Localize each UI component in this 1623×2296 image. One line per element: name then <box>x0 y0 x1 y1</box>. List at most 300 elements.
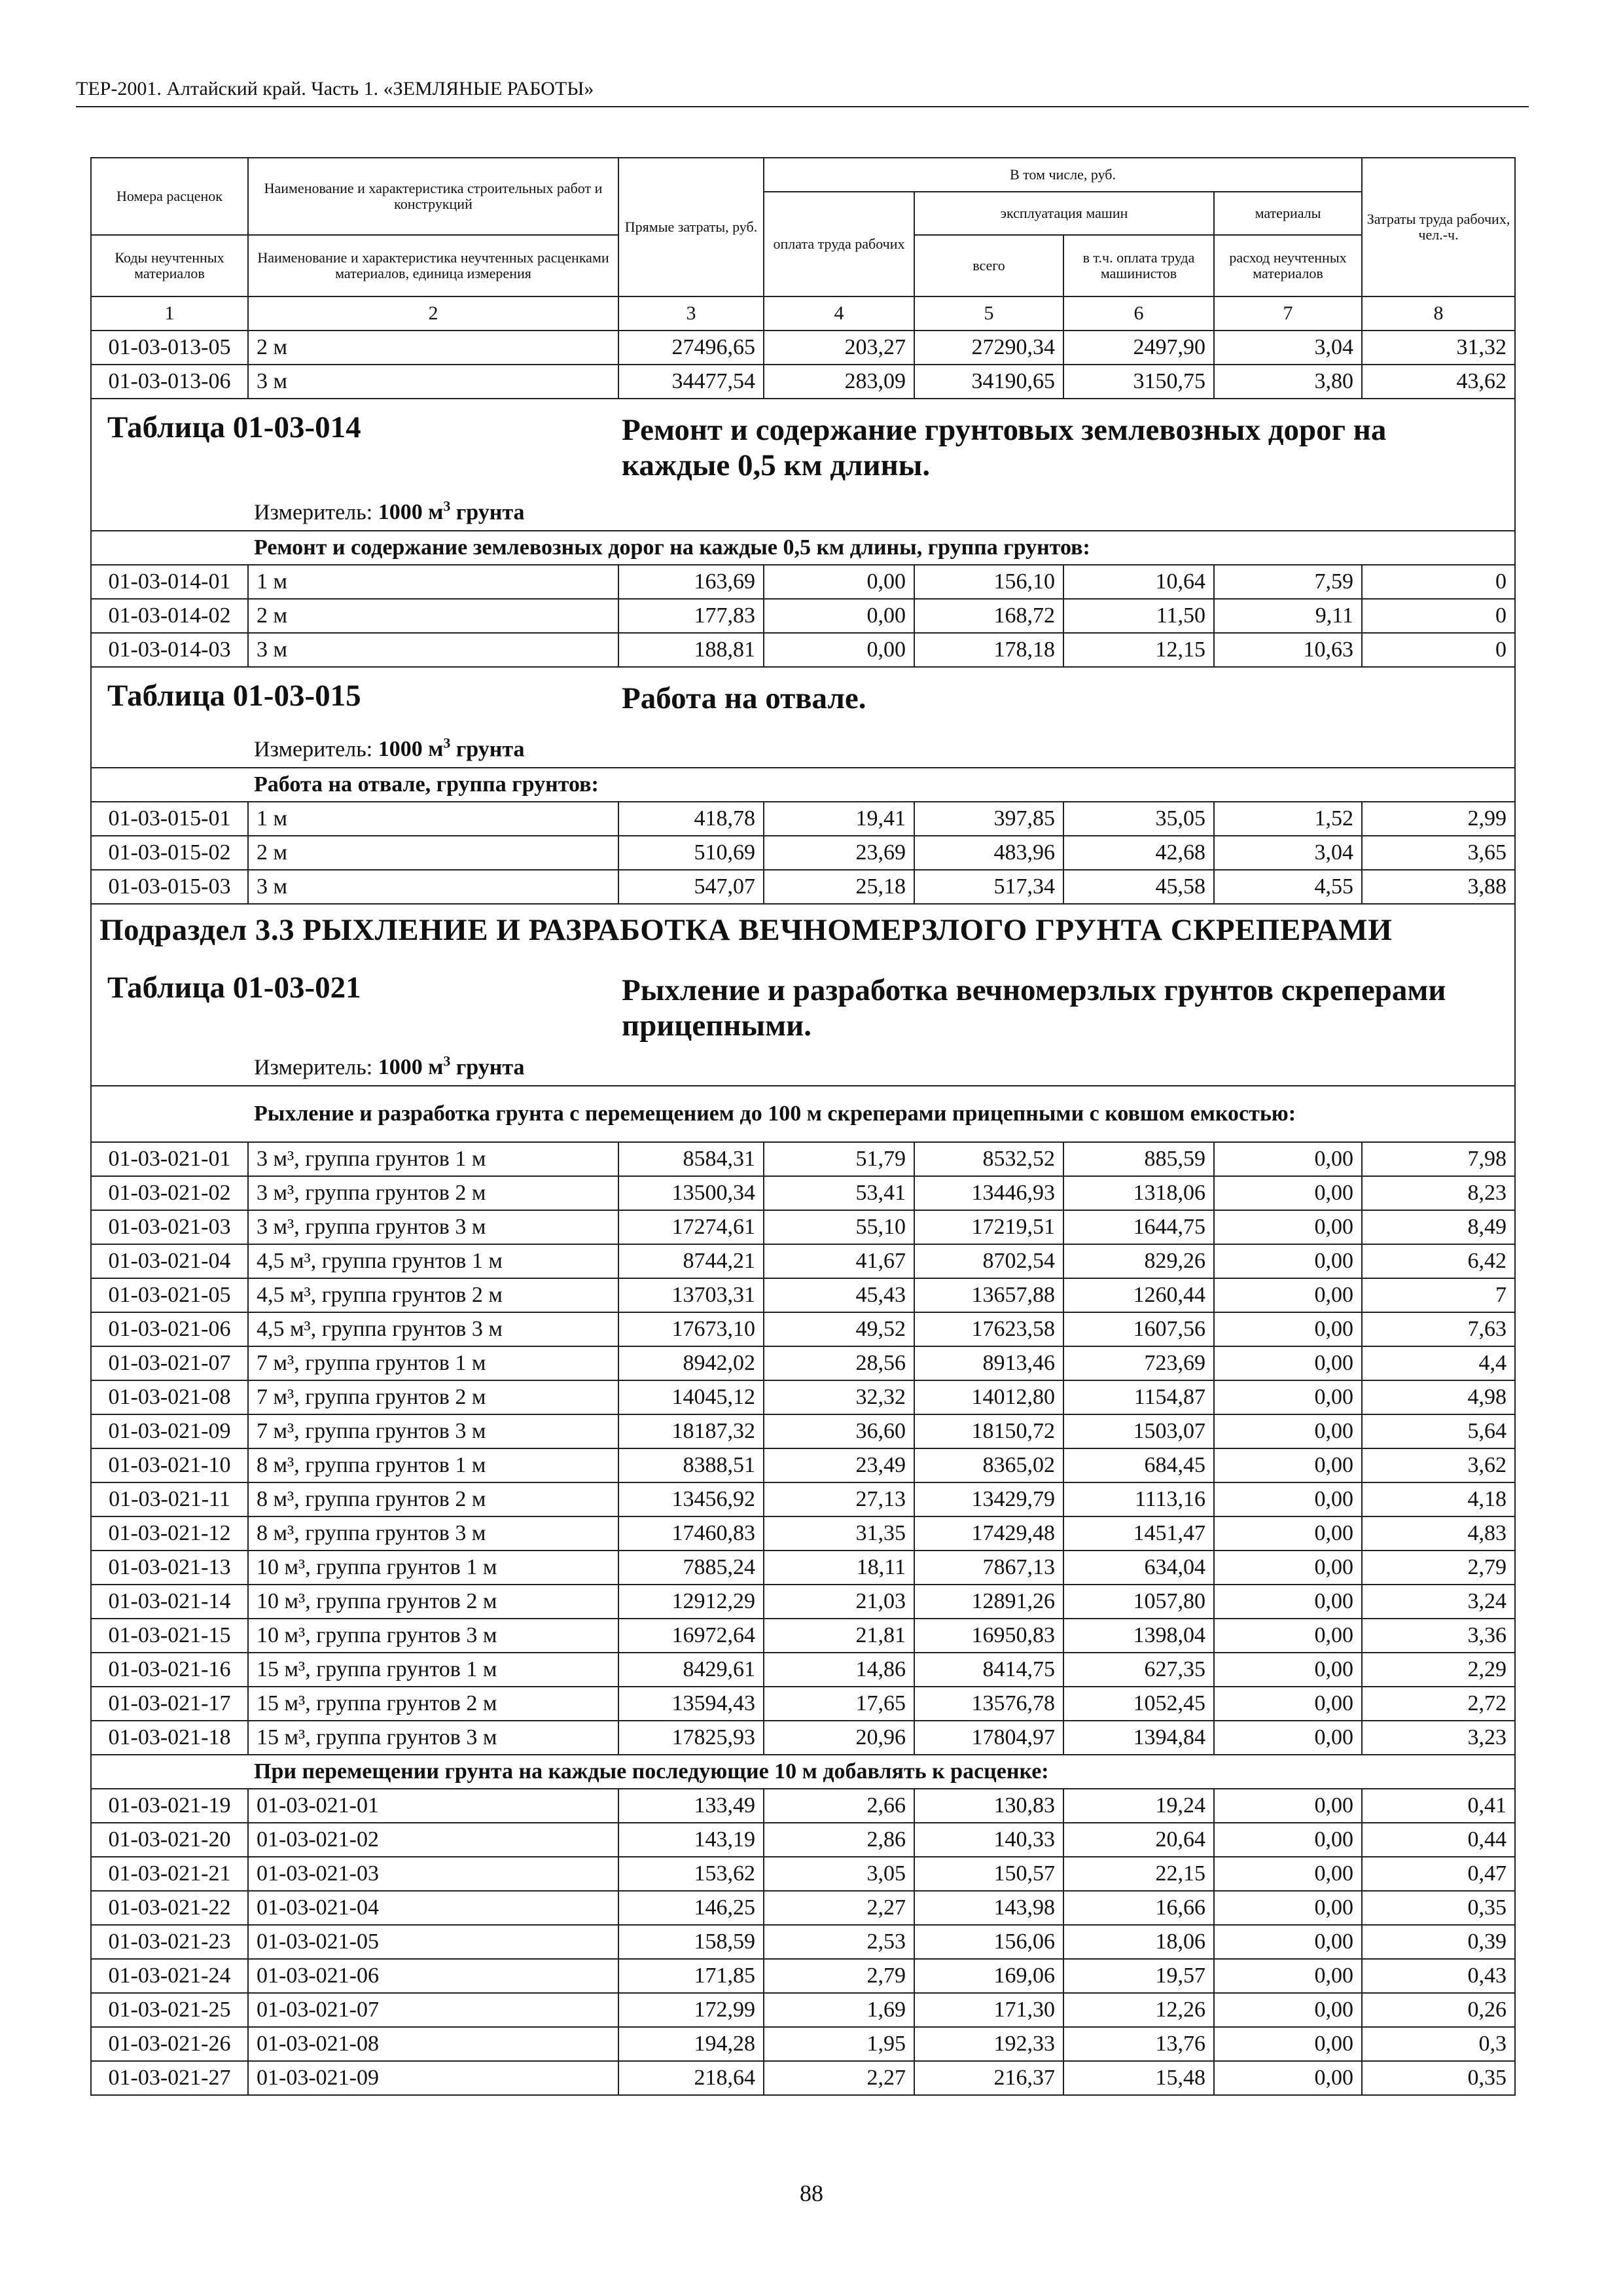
value-cell: 0,00 <box>1214 1142 1362 1176</box>
value-cell: 2,79 <box>1362 1551 1515 1585</box>
rate-code-cell: 01-03-021-07 <box>91 1346 248 1380</box>
value-cell: 172,99 <box>618 1993 764 2027</box>
table-row <box>91 1551 1515 1585</box>
value-cell: 14045,12 <box>618 1380 764 1414</box>
rate-code-cell: 01-03-015-02 <box>91 836 248 870</box>
value-cell: 8702,54 <box>914 1244 1063 1278</box>
rate-name-cell: 15 м³, группа грунтов 1 м <box>248 1653 618 1687</box>
header-rate-number: Номера расценок <box>91 158 248 235</box>
value-cell: 0,00 <box>1214 1959 1362 1993</box>
value-cell: 0,00 <box>1214 1823 1362 1857</box>
rate-code-cell: 01-03-021-11 <box>91 1482 248 1516</box>
value-cell: 36,60 <box>764 1414 914 1448</box>
table-section-header <box>91 399 1515 531</box>
table-row <box>91 1516 1515 1551</box>
value-cell: 21,03 <box>764 1585 914 1619</box>
value-cell: 829,26 <box>1063 1244 1214 1278</box>
rate-name-cell: 7 м³, группа грунтов 1 м <box>248 1346 618 1380</box>
rate-name-cell: 10 м³, группа грунтов 3 м <box>248 1619 618 1653</box>
value-cell: 1398,04 <box>1063 1619 1214 1653</box>
table-row <box>91 1448 1515 1482</box>
value-cell: 517,34 <box>914 870 1063 904</box>
value-cell: 23,69 <box>764 836 914 870</box>
value-cell: 2,99 <box>1362 802 1515 836</box>
value-cell: 18187,32 <box>618 1414 764 1448</box>
value-cell: 14012,80 <box>914 1380 1063 1414</box>
value-cell: 18,11 <box>764 1551 914 1585</box>
value-cell: 13576,78 <box>914 1687 1063 1721</box>
table-row <box>91 1482 1515 1516</box>
rate-code-cell: 01-03-014-03 <box>91 633 248 667</box>
value-cell: 22,15 <box>1063 1857 1214 1891</box>
column-number-row <box>91 296 1515 331</box>
rate-code-cell: 01-03-021-04 <box>91 1244 248 1278</box>
value-cell: 0,00 <box>1214 1176 1362 1210</box>
value-cell: 0,00 <box>1214 1482 1362 1516</box>
value-cell: 12,26 <box>1063 1993 1214 2027</box>
rate-name-cell: 01-03-021-09 <box>248 2061 618 2095</box>
rate-name-cell: 1 м <box>248 802 618 836</box>
rate-code-cell: 01-03-021-02 <box>91 1176 248 1210</box>
value-cell: 43,62 <box>1362 365 1515 399</box>
value-cell: 8744,21 <box>618 1244 764 1278</box>
table-row <box>91 1823 1515 1857</box>
value-cell: 10,63 <box>1214 633 1362 667</box>
page-header: ТЕР-2001. Алтайский край. Часть 1. «ЗЕМЛЯНЫЕ РАБОТЫ» <box>76 78 594 99</box>
rate-name-cell: 3 м³, группа грунтов 2 м <box>248 1176 618 1210</box>
value-cell: 7,63 <box>1362 1312 1515 1346</box>
value-cell: 18150,72 <box>914 1414 1063 1448</box>
value-cell: 17825,93 <box>618 1721 764 1755</box>
table-title: Ремонт и содержание грунтовых землевозных дорог на каждые 0,5 км длины. <box>622 413 1387 482</box>
value-cell: 158,59 <box>618 1925 764 1959</box>
value-cell: 13429,79 <box>914 1482 1063 1516</box>
rate-name-cell: 01-03-021-05 <box>248 1925 618 1959</box>
value-cell: 4,4 <box>1362 1346 1515 1380</box>
value-cell: 34477,54 <box>618 365 764 399</box>
value-cell: 547,07 <box>618 870 764 904</box>
rate-name-cell: 01-03-021-02 <box>248 1823 618 1857</box>
header-rule <box>76 106 1529 107</box>
subsection-title: Подраздел 3.3 РЫХЛЕНИЕ И РАЗРАБОТКА ВЕЧНОМЕРЗЛОГО ГРУНТА СКРЕПЕРАМИ <box>99 913 1393 947</box>
rate-name-cell: 3 м <box>248 365 618 399</box>
value-cell: 397,85 <box>914 802 1063 836</box>
rate-name-cell: 01-03-021-03 <box>248 1857 618 1891</box>
value-cell: 6,42 <box>1362 1244 1515 1278</box>
value-cell: 15,48 <box>1063 2061 1214 2095</box>
rates-table-wrap <box>90 157 1514 2096</box>
value-cell: 483,96 <box>914 836 1063 870</box>
rate-name-cell: 01-03-021-08 <box>248 2027 618 2061</box>
value-cell: 1451,47 <box>1063 1516 1214 1551</box>
value-cell: 32,32 <box>764 1380 914 1414</box>
value-cell: 1,52 <box>1214 802 1362 836</box>
value-cell: 53,41 <box>764 1176 914 1210</box>
value-cell: 0,43 <box>1362 1959 1515 1993</box>
rate-code-cell: 01-03-021-26 <box>91 2027 248 2061</box>
value-cell: 19,24 <box>1063 1789 1214 1823</box>
column-number: 4 <box>764 296 914 331</box>
value-cell: 150,57 <box>914 1857 1063 1891</box>
value-cell: 35,05 <box>1063 802 1214 836</box>
rate-code-cell: 01-03-021-06 <box>91 1312 248 1346</box>
table-row <box>91 1959 1515 1993</box>
value-cell: 17460,83 <box>618 1516 764 1551</box>
table-row <box>91 1346 1515 1380</box>
table-row <box>91 1210 1515 1244</box>
rate-code-cell: 01-03-021-16 <box>91 1653 248 1687</box>
value-cell: 1260,44 <box>1063 1278 1214 1312</box>
rate-code-cell: 01-03-021-05 <box>91 1278 248 1312</box>
rate-name-cell: 3 м³, группа грунтов 1 м <box>248 1142 618 1176</box>
value-cell: 3,65 <box>1362 836 1515 870</box>
value-cell: 2497,90 <box>1063 331 1214 365</box>
rate-name-cell: 8 м³, группа грунтов 3 м <box>248 1516 618 1551</box>
section-cell <box>91 399 1515 531</box>
value-cell: 1607,56 <box>1063 1312 1214 1346</box>
value-cell: 0,00 <box>1214 1891 1362 1925</box>
value-cell: 0,35 <box>1362 1891 1515 1925</box>
category-text: Работа на отвале, группа грунтов: <box>91 768 1515 802</box>
value-cell: 1,69 <box>764 1993 914 2027</box>
value-cell: 0,00 <box>1214 1312 1362 1346</box>
rates-table <box>90 157 1516 2096</box>
category-text: Рыхление и разработка грунта с перемещением до 100 м скреперами прицепными с ковшом емкостью: <box>91 1086 1515 1142</box>
value-cell: 3,88 <box>1362 870 1515 904</box>
table-row <box>91 1278 1515 1312</box>
rate-name-cell: 4,5 м³, группа грунтов 2 м <box>248 1278 618 1312</box>
rate-name-cell: 7 м³, группа грунтов 2 м <box>248 1380 618 1414</box>
value-cell: 34190,65 <box>914 365 1063 399</box>
rate-name-cell: 01-03-021-01 <box>248 1789 618 1823</box>
value-cell: 177,83 <box>618 599 764 633</box>
table-row <box>91 633 1515 667</box>
value-cell: 192,33 <box>914 2027 1063 2061</box>
value-cell: 2,86 <box>764 1823 914 1857</box>
value-cell: 23,49 <box>764 1448 914 1482</box>
rate-name-cell: 10 м³, группа грунтов 2 м <box>248 1585 618 1619</box>
value-cell: 0,00 <box>1214 1925 1362 1959</box>
rate-code-cell: 01-03-021-20 <box>91 1823 248 1857</box>
rate-code-cell: 01-03-021-23 <box>91 1925 248 1959</box>
column-number: 3 <box>618 296 764 331</box>
value-cell: 13594,43 <box>618 1687 764 1721</box>
table-row <box>91 1687 1515 1721</box>
rate-code-cell: 01-03-021-13 <box>91 1551 248 1585</box>
value-cell: 45,58 <box>1063 870 1214 904</box>
rate-code-cell: 01-03-021-10 <box>91 1448 248 1482</box>
table-row <box>91 1585 1515 1619</box>
value-cell: 12912,29 <box>618 1585 764 1619</box>
value-cell: 8365,02 <box>914 1448 1063 1482</box>
value-cell: 8414,75 <box>914 1653 1063 1687</box>
rate-code-cell: 01-03-021-14 <box>91 1585 248 1619</box>
table-row <box>91 565 1515 599</box>
value-cell: 7885,24 <box>618 1551 764 1585</box>
value-cell: 0,00 <box>1214 1687 1362 1721</box>
category-text: Ремонт и содержание землевозных дорог на каждые 0,5 км длины, группа грунтов: <box>91 531 1515 565</box>
value-cell: 7,59 <box>1214 565 1362 599</box>
value-cell: 27290,34 <box>914 331 1063 365</box>
value-cell: 0,00 <box>764 599 914 633</box>
header-material-codes: Коды неучтенных материалов <box>91 235 248 296</box>
rate-code-cell: 01-03-015-03 <box>91 870 248 904</box>
value-cell: 12,15 <box>1063 633 1214 667</box>
column-number: 7 <box>1214 296 1362 331</box>
value-cell: 0,35 <box>1362 2061 1515 2095</box>
value-cell: 4,98 <box>1362 1380 1515 1414</box>
measure-unit: Измеритель: 1000 $м^3$ грунта <box>254 1052 525 1079</box>
value-cell: 1394,84 <box>1063 1721 1214 1755</box>
value-cell: 42,68 <box>1063 836 1214 870</box>
column-number: 6 <box>1063 296 1214 331</box>
value-cell: 146,25 <box>618 1891 764 1925</box>
value-cell: 16,66 <box>1063 1891 1214 1925</box>
value-cell: 2,72 <box>1362 1687 1515 1721</box>
value-cell: 1644,75 <box>1063 1210 1214 1244</box>
rate-code-cell: 01-03-015-01 <box>91 802 248 836</box>
table-row <box>91 331 1515 365</box>
table-row <box>91 599 1515 633</box>
value-cell: 4,83 <box>1362 1516 1515 1551</box>
rate-code-cell: 01-03-021-03 <box>91 1210 248 1244</box>
rate-code-cell: 01-03-021-27 <box>91 2061 248 2095</box>
value-cell: 41,67 <box>764 1244 914 1278</box>
value-cell: 178,18 <box>914 633 1063 667</box>
value-cell: 2,53 <box>764 1925 914 1959</box>
value-cell: 0,00 <box>764 633 914 667</box>
value-cell: 283,09 <box>764 365 914 399</box>
rate-name-cell: 2 м <box>248 331 618 365</box>
value-cell: 188,81 <box>618 633 764 667</box>
table-row <box>91 1142 1515 1176</box>
value-cell: 4,55 <box>1214 870 1362 904</box>
value-cell: 0,00 <box>1214 1244 1362 1278</box>
rate-name-cell: 2 м <box>248 836 618 870</box>
value-cell: 13657,88 <box>914 1278 1063 1312</box>
rate-name-cell: 01-03-021-06 <box>248 1959 618 1993</box>
value-cell: 0,00 <box>1214 2027 1362 2061</box>
table-row <box>91 836 1515 870</box>
rate-code-cell: 01-03-021-08 <box>91 1380 248 1414</box>
value-cell: 0,00 <box>1214 1721 1362 1755</box>
category-row <box>91 1086 1515 1142</box>
value-cell: 8584,31 <box>618 1142 764 1176</box>
value-cell: 25,18 <box>764 870 914 904</box>
table-number: Таблица 01-03-014 <box>107 410 361 444</box>
table-row <box>91 1789 1515 1823</box>
value-cell: 18,06 <box>1063 1925 1214 1959</box>
rate-code-cell: 01-03-013-06 <box>91 365 248 399</box>
value-cell: 0,00 <box>1214 1857 1362 1891</box>
value-cell: 0,00 <box>1214 1993 1362 2027</box>
value-cell: 16972,64 <box>618 1619 764 1653</box>
value-cell: 0,00 <box>1214 1448 1362 1482</box>
table-row <box>91 1176 1515 1210</box>
table-number: Таблица 01-03-021 <box>107 971 361 1005</box>
table-row <box>91 1993 1515 2027</box>
value-cell: 3,04 <box>1214 331 1362 365</box>
value-cell: 31,35 <box>764 1516 914 1551</box>
value-cell: 7 <box>1362 1278 1515 1312</box>
value-cell: 0 <box>1362 599 1515 633</box>
value-cell: 218,64 <box>618 2061 764 2095</box>
measure-unit: Измеритель: 1000 $м^3$ грунта <box>254 497 525 524</box>
value-cell: 0 <box>1362 565 1515 599</box>
header-direct-costs: Прямые затраты, руб. <box>618 158 764 296</box>
rate-code-cell: 01-03-021-12 <box>91 1516 248 1551</box>
header-labor-cost: Затраты труда рабочих, чел.-ч. <box>1362 158 1515 296</box>
category-row <box>91 531 1515 565</box>
table-row <box>91 1414 1515 1448</box>
value-cell: 0,00 <box>1214 1516 1362 1551</box>
value-cell: 3,23 <box>1362 1721 1515 1755</box>
value-cell: 1113,16 <box>1063 1482 1214 1516</box>
value-cell: 723,69 <box>1063 1346 1214 1380</box>
header-material-names: Наименование и характеристика неучтенных расценками материалов, единица измерения <box>248 235 618 296</box>
value-cell: 45,43 <box>764 1278 914 1312</box>
rate-name-cell: 15 м³, группа грунтов 3 м <box>248 1721 618 1755</box>
table-section-header <box>91 667 1515 768</box>
header-machines: эксплуатация машин <box>914 192 1214 235</box>
table-row <box>91 802 1515 836</box>
value-cell: 1154,87 <box>1063 1380 1214 1414</box>
value-cell: 684,45 <box>1063 1448 1214 1482</box>
table-row <box>91 1653 1515 1687</box>
rate-code-cell: 01-03-021-22 <box>91 1891 248 1925</box>
rate-code-cell: 01-03-014-01 <box>91 565 248 599</box>
value-cell: 51,79 <box>764 1142 914 1176</box>
value-cell: 1052,45 <box>1063 1687 1214 1721</box>
value-cell: 885,59 <box>1063 1142 1214 1176</box>
value-cell: 13500,34 <box>618 1176 764 1210</box>
value-cell: 16950,83 <box>914 1619 1063 1653</box>
value-cell: 2,66 <box>764 1789 914 1823</box>
value-cell: 2,27 <box>764 1891 914 1925</box>
rate-name-cell: 1 м <box>248 565 618 599</box>
value-cell: 1503,07 <box>1063 1414 1214 1448</box>
value-cell: 21,81 <box>764 1619 914 1653</box>
value-cell: 130,83 <box>914 1789 1063 1823</box>
header-machines-operators: в т.ч. оплата труда машинистов <box>1063 235 1214 296</box>
value-cell: 19,41 <box>764 802 914 836</box>
value-cell: 133,49 <box>618 1789 764 1823</box>
value-cell: 627,35 <box>1063 1653 1214 1687</box>
table-row <box>91 1857 1515 1891</box>
section-cell <box>91 667 1515 768</box>
column-number: 1 <box>91 296 248 331</box>
value-cell: 8429,61 <box>618 1653 764 1687</box>
rate-code-cell: 01-03-014-02 <box>91 599 248 633</box>
column-number: 2 <box>248 296 618 331</box>
category-row <box>91 768 1515 802</box>
rate-name-cell: 3 м <box>248 633 618 667</box>
value-cell: 8,23 <box>1362 1176 1515 1210</box>
value-cell: 203,27 <box>764 331 914 365</box>
value-cell: 0,00 <box>1214 1210 1362 1244</box>
value-cell: 0,00 <box>1214 1551 1362 1585</box>
value-cell: 13446,93 <box>914 1176 1063 1210</box>
header-machines-total: всего <box>914 235 1063 296</box>
value-cell: 17623,58 <box>914 1312 1063 1346</box>
value-cell: 7867,13 <box>914 1551 1063 1585</box>
value-cell: 0,00 <box>1214 1653 1362 1687</box>
table-row <box>91 870 1515 904</box>
value-cell: 171,30 <box>914 1993 1063 2027</box>
value-cell: 10,64 <box>1063 565 1214 599</box>
table-row <box>91 1891 1515 1925</box>
value-cell: 17,65 <box>764 1687 914 1721</box>
value-cell: 0,44 <box>1362 1823 1515 1857</box>
rate-name-cell: 3 м³, группа грунтов 3 м <box>248 1210 618 1244</box>
rate-code-cell: 01-03-021-18 <box>91 1721 248 1755</box>
table-row <box>91 1619 1515 1653</box>
value-cell: 143,19 <box>618 1823 764 1857</box>
value-cell: 3,04 <box>1214 836 1362 870</box>
rate-code-cell: 01-03-021-21 <box>91 1857 248 1891</box>
value-cell: 510,69 <box>618 836 764 870</box>
rate-name-cell: 01-03-021-04 <box>248 1891 618 1925</box>
category-text: При перемещении грунта на каждые последующие 10 м добавлять к расценке: <box>91 1755 1515 1789</box>
rate-name-cell: 7 м³, группа грунтов 3 м <box>248 1414 618 1448</box>
rate-name-cell: 15 м³, группа грунтов 2 м <box>248 1687 618 1721</box>
rate-name-cell: 8 м³, группа грунтов 2 м <box>248 1482 618 1516</box>
value-cell: 2,27 <box>764 2061 914 2095</box>
table-row <box>91 1925 1515 1959</box>
value-cell: 3,24 <box>1362 1585 1515 1619</box>
value-cell: 0,00 <box>1214 1619 1362 1653</box>
table-row <box>91 1380 1515 1414</box>
rate-code-cell: 01-03-021-25 <box>91 1993 248 2027</box>
value-cell: 0,3 <box>1362 2027 1515 2061</box>
value-cell: 3,62 <box>1362 1448 1515 1482</box>
value-cell: 55,10 <box>764 1210 914 1244</box>
table-row <box>91 1244 1515 1278</box>
table-title: Рыхление и разработка вечномерзлых грунтов скреперами прицепными. <box>622 973 1446 1043</box>
rate-name-cell: 01-03-021-07 <box>248 1993 618 2027</box>
value-cell: 0,00 <box>1214 2061 1362 2095</box>
header-materials: материалы <box>1214 192 1362 235</box>
rate-code-cell: 01-03-013-05 <box>91 331 248 365</box>
value-cell: 1318,06 <box>1063 1176 1214 1210</box>
value-cell: 0,39 <box>1362 1925 1515 1959</box>
value-cell: 13703,31 <box>618 1278 764 1312</box>
value-cell: 8532,52 <box>914 1142 1063 1176</box>
value-cell: 7,98 <box>1362 1142 1515 1176</box>
value-cell: 168,72 <box>914 599 1063 633</box>
table-row <box>91 365 1515 399</box>
rate-name-cell: 4,5 м³, группа грунтов 1 м <box>248 1244 618 1278</box>
value-cell: 163,69 <box>618 565 764 599</box>
rate-name-cell: 10 м³, группа грунтов 1 м <box>248 1551 618 1585</box>
header-labor-wages: оплата труда рабочих <box>764 192 914 296</box>
value-cell: 17673,10 <box>618 1312 764 1346</box>
value-cell: 2,79 <box>764 1959 914 1993</box>
value-cell: 17804,97 <box>914 1721 1063 1755</box>
value-cell: 14,86 <box>764 1653 914 1687</box>
table-row <box>91 2061 1515 2095</box>
value-cell: 0,41 <box>1362 1789 1515 1823</box>
section-cell <box>91 904 1515 1086</box>
value-cell: 171,85 <box>618 1959 764 1993</box>
value-cell: 31,32 <box>1362 331 1515 365</box>
value-cell: 13456,92 <box>618 1482 764 1516</box>
value-cell: 12891,26 <box>914 1585 1063 1619</box>
value-cell: 0,00 <box>1214 1789 1362 1823</box>
table-section-header <box>91 904 1515 1086</box>
value-cell: 8,49 <box>1362 1210 1515 1244</box>
value-cell: 418,78 <box>618 802 764 836</box>
